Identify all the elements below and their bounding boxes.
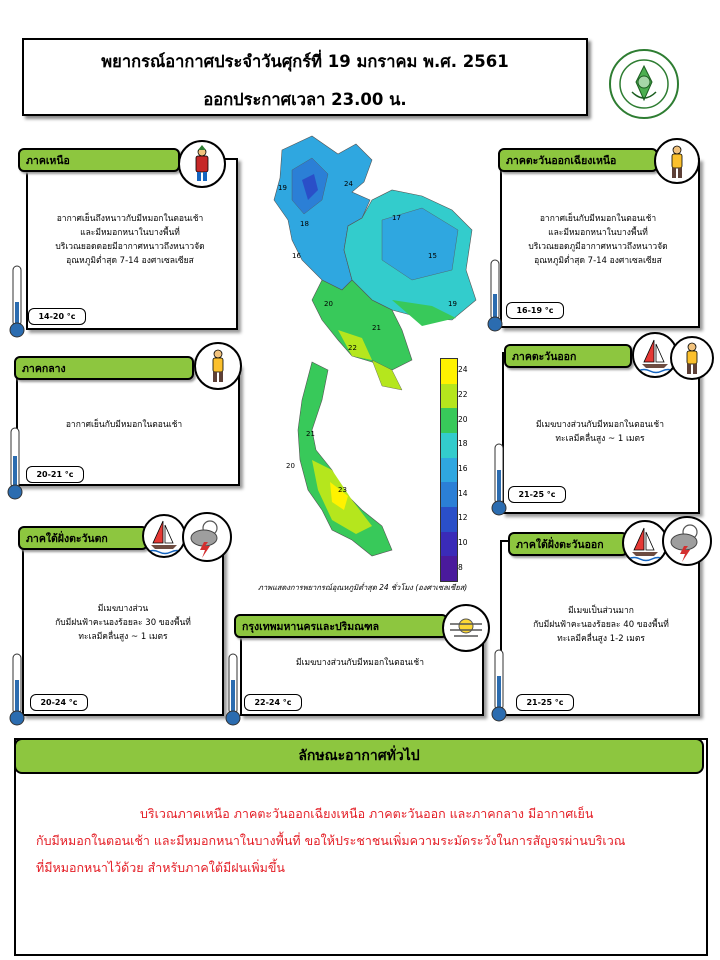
northeast-line-3: บริเวณยอดภูมีอากาศหนาวถึงหนาวจัด	[528, 242, 668, 252]
east-temp-value: 21-25 °c	[518, 490, 556, 499]
bangkok-temp-value: 22-24 °c	[254, 698, 292, 707]
south-west-line-2: กับมีฝนฟ้าคะนองร้อยละ 30 ของพื้นที่	[55, 618, 191, 628]
south-west-thunderstorm-icon	[182, 512, 232, 562]
legend-labels	[458, 358, 484, 580]
legend-swatch	[441, 482, 457, 507]
south-west-line-1: มีเมฆบางส่วน	[97, 604, 149, 614]
east-line-2: ทะเลมีคลื่นสูง ~ 1 เมตร	[555, 434, 645, 444]
legend-color-bar	[440, 358, 458, 582]
north-thermometer-icon	[8, 264, 26, 340]
south-west-header	[18, 526, 148, 550]
contour-label: 21	[372, 324, 381, 332]
north-line-4: อุณหภูมิต่ำสุด 7-14 องศาเซลเซียส	[66, 256, 194, 266]
south-west-temp	[30, 694, 88, 711]
south-east-line-2: กับมีฝนฟ้าคะนองร้อยละ 40 ของพื้นที่	[533, 620, 669, 630]
contour-label: 19	[448, 300, 457, 308]
legend-label: 20	[458, 414, 468, 424]
south-west-temp-value: 20-24 °c	[40, 698, 78, 707]
general-line-1: บริเวณภาคเหนือ ภาคตะวันออกเฉียงเหนือ ภาคตะวันออก และภาคกลาง มีอากาศเย็น	[140, 806, 594, 821]
contour-label: 17	[392, 214, 401, 222]
legend-label: 8	[458, 562, 463, 572]
south-west-text	[28, 602, 218, 644]
contour-label: 15	[428, 252, 437, 260]
north-temp-value: 14-20 °c	[38, 312, 76, 321]
bangkok-thermometer-icon	[224, 652, 242, 728]
south-east-header	[508, 532, 628, 556]
northeast-name: ภาคตะวันออกเฉียงเหนือ	[506, 155, 617, 167]
contour-label: 22	[348, 344, 357, 352]
central-name: ภาคกลาง	[22, 363, 66, 375]
general-text	[36, 800, 676, 881]
bangkok-text	[246, 656, 474, 670]
contour-label: 21	[306, 430, 315, 438]
south-east-name: ภาคใต้ฝั่งตะวันออก	[516, 539, 604, 551]
contour-label: 20	[324, 300, 333, 308]
central-header	[14, 356, 194, 380]
general-line-3: ที่มีหมอกหนาไว้ด้วย สำหรับภาคใต้มีฝนเพิ่มขึ้น	[36, 860, 285, 875]
east-line-1: มีเมฆบางส่วนกับมีหมอกในตอนเช้า	[536, 420, 664, 430]
northeast-line-2: และมีหมอกหนาในบางพื้นที่	[548, 228, 648, 238]
contour-label: 23	[338, 486, 347, 494]
central-temp-value: 20-21 °c	[36, 470, 74, 479]
bangkok-name: กรุงเทพมหานครและปริมณฑล	[242, 621, 380, 633]
east-name: ภาคตะวันออก	[512, 351, 577, 363]
south-east-thermometer-icon	[490, 648, 508, 724]
northeast-header	[498, 148, 658, 172]
northeast-person-icon	[654, 138, 700, 184]
bangkok-fog-icon	[442, 604, 490, 652]
south-west-thermometer-icon	[8, 652, 26, 728]
northeast-temp-value: 16-19 °c	[516, 306, 554, 315]
central-person-icon	[194, 342, 242, 390]
contour-label: 16	[292, 252, 301, 260]
legend-label: 22	[458, 390, 468, 399]
north-temp	[28, 308, 86, 325]
northeast-temp	[506, 302, 564, 319]
tmd-logo	[608, 48, 680, 120]
north-line-2: และมีหมอกหนาในบางพื้นที่	[80, 228, 180, 238]
legend-label: 12	[458, 513, 468, 523]
legend-swatch	[441, 433, 457, 458]
east-person-icon	[670, 336, 714, 380]
legend-swatch	[441, 556, 457, 581]
legend-swatch	[441, 408, 457, 433]
north-line-3: บริเวณยอดดอยมีอากาศหนาวถึงหนาวจัด	[55, 242, 205, 252]
south-east-text	[506, 604, 696, 646]
legend-label: 14	[458, 488, 468, 498]
central-text	[24, 418, 224, 432]
east-header	[504, 344, 632, 368]
northeast-line-1: อากาศเย็นกับมีหมอกในตอนเช้า	[539, 214, 657, 224]
forecast-title: พยากรณ์อากาศประจำวันศุกร์ที่ 19 มกราคม พ.ศ. 2561	[101, 52, 509, 71]
north-name: ภาคเหนือ	[26, 155, 70, 167]
north-person-icon	[178, 140, 226, 188]
legend-swatch	[441, 532, 457, 557]
general-line-2: กับมีหมอกในตอนเช้า และมีหมอกหนาในบางพื้นที่ ขอให้ประชาชนเพิ่มความระมัดระวังในการสัญจรผ่านบริเวณ	[36, 833, 626, 848]
north-header	[18, 148, 180, 172]
contour-label: 20	[286, 462, 295, 470]
central-thermometer-icon	[6, 426, 24, 502]
temperature-legend	[440, 358, 484, 590]
northeast-line-4: อุณหภูมิต่ำสุด 7-14 องศาเซลเซียส	[534, 256, 662, 266]
legend-label: 10	[458, 538, 468, 547]
south-east-temp	[516, 694, 574, 711]
central-line-1: อากาศเย็นกับมีหมอกในตอนเช้า	[65, 420, 183, 430]
legend-label: 16	[458, 464, 468, 473]
south-west-line-3: ทะเลมีคลื่นสูง ~ 1 เมตร	[78, 632, 168, 642]
bangkok-temp	[244, 694, 302, 711]
east-text	[508, 418, 692, 446]
northeast-text	[506, 212, 690, 268]
title-box	[22, 38, 588, 116]
contour-label: 24	[344, 180, 353, 188]
south-east-line-3: ทะเลมีคลื่นสูง 1-2 เมตร	[557, 634, 645, 644]
legend-label: 24	[458, 365, 468, 375]
south-east-line-1: มีเมฆเป็นส่วนมาก	[568, 606, 634, 616]
bangkok-line-1: มีเมฆบางส่วนกับมีหมอกในตอนเช้า	[296, 658, 424, 668]
south-east-thunderstorm-icon	[662, 516, 712, 566]
central-temp	[26, 466, 84, 483]
bangkok-header	[234, 614, 448, 638]
south-east-temp-value: 21-25 °c	[526, 698, 564, 707]
south-west-boat-icon	[142, 514, 186, 558]
contour-label: 18	[300, 220, 309, 228]
contour-label: 19	[278, 184, 287, 192]
general-header	[14, 738, 704, 774]
issue-time: ออกประกาศเวลา 23.00 น.	[203, 90, 407, 109]
legend-swatch	[441, 359, 457, 384]
north-line-1: อากาศเย็นถึงหนาวกับมีหมอกในตอนเช้า	[56, 214, 204, 224]
south-west-name: ภาคใต้ฝั่งตะวันตก	[26, 533, 108, 545]
east-temp	[508, 486, 566, 503]
map-caption: ภาพแสดงการพยากรณ์อุณหภูมิต่ำสุด 24 ชั่วโมง (องศาเซลเซียส)	[258, 583, 468, 592]
legend-label: 18	[458, 439, 468, 449]
legend-swatch	[441, 384, 457, 409]
east-thermometer-icon	[490, 442, 508, 518]
general-title: ลักษณะอากาศทั่วไป	[298, 748, 420, 764]
legend-swatch	[441, 507, 457, 532]
north-text	[32, 212, 228, 268]
legend-swatch	[441, 458, 457, 483]
